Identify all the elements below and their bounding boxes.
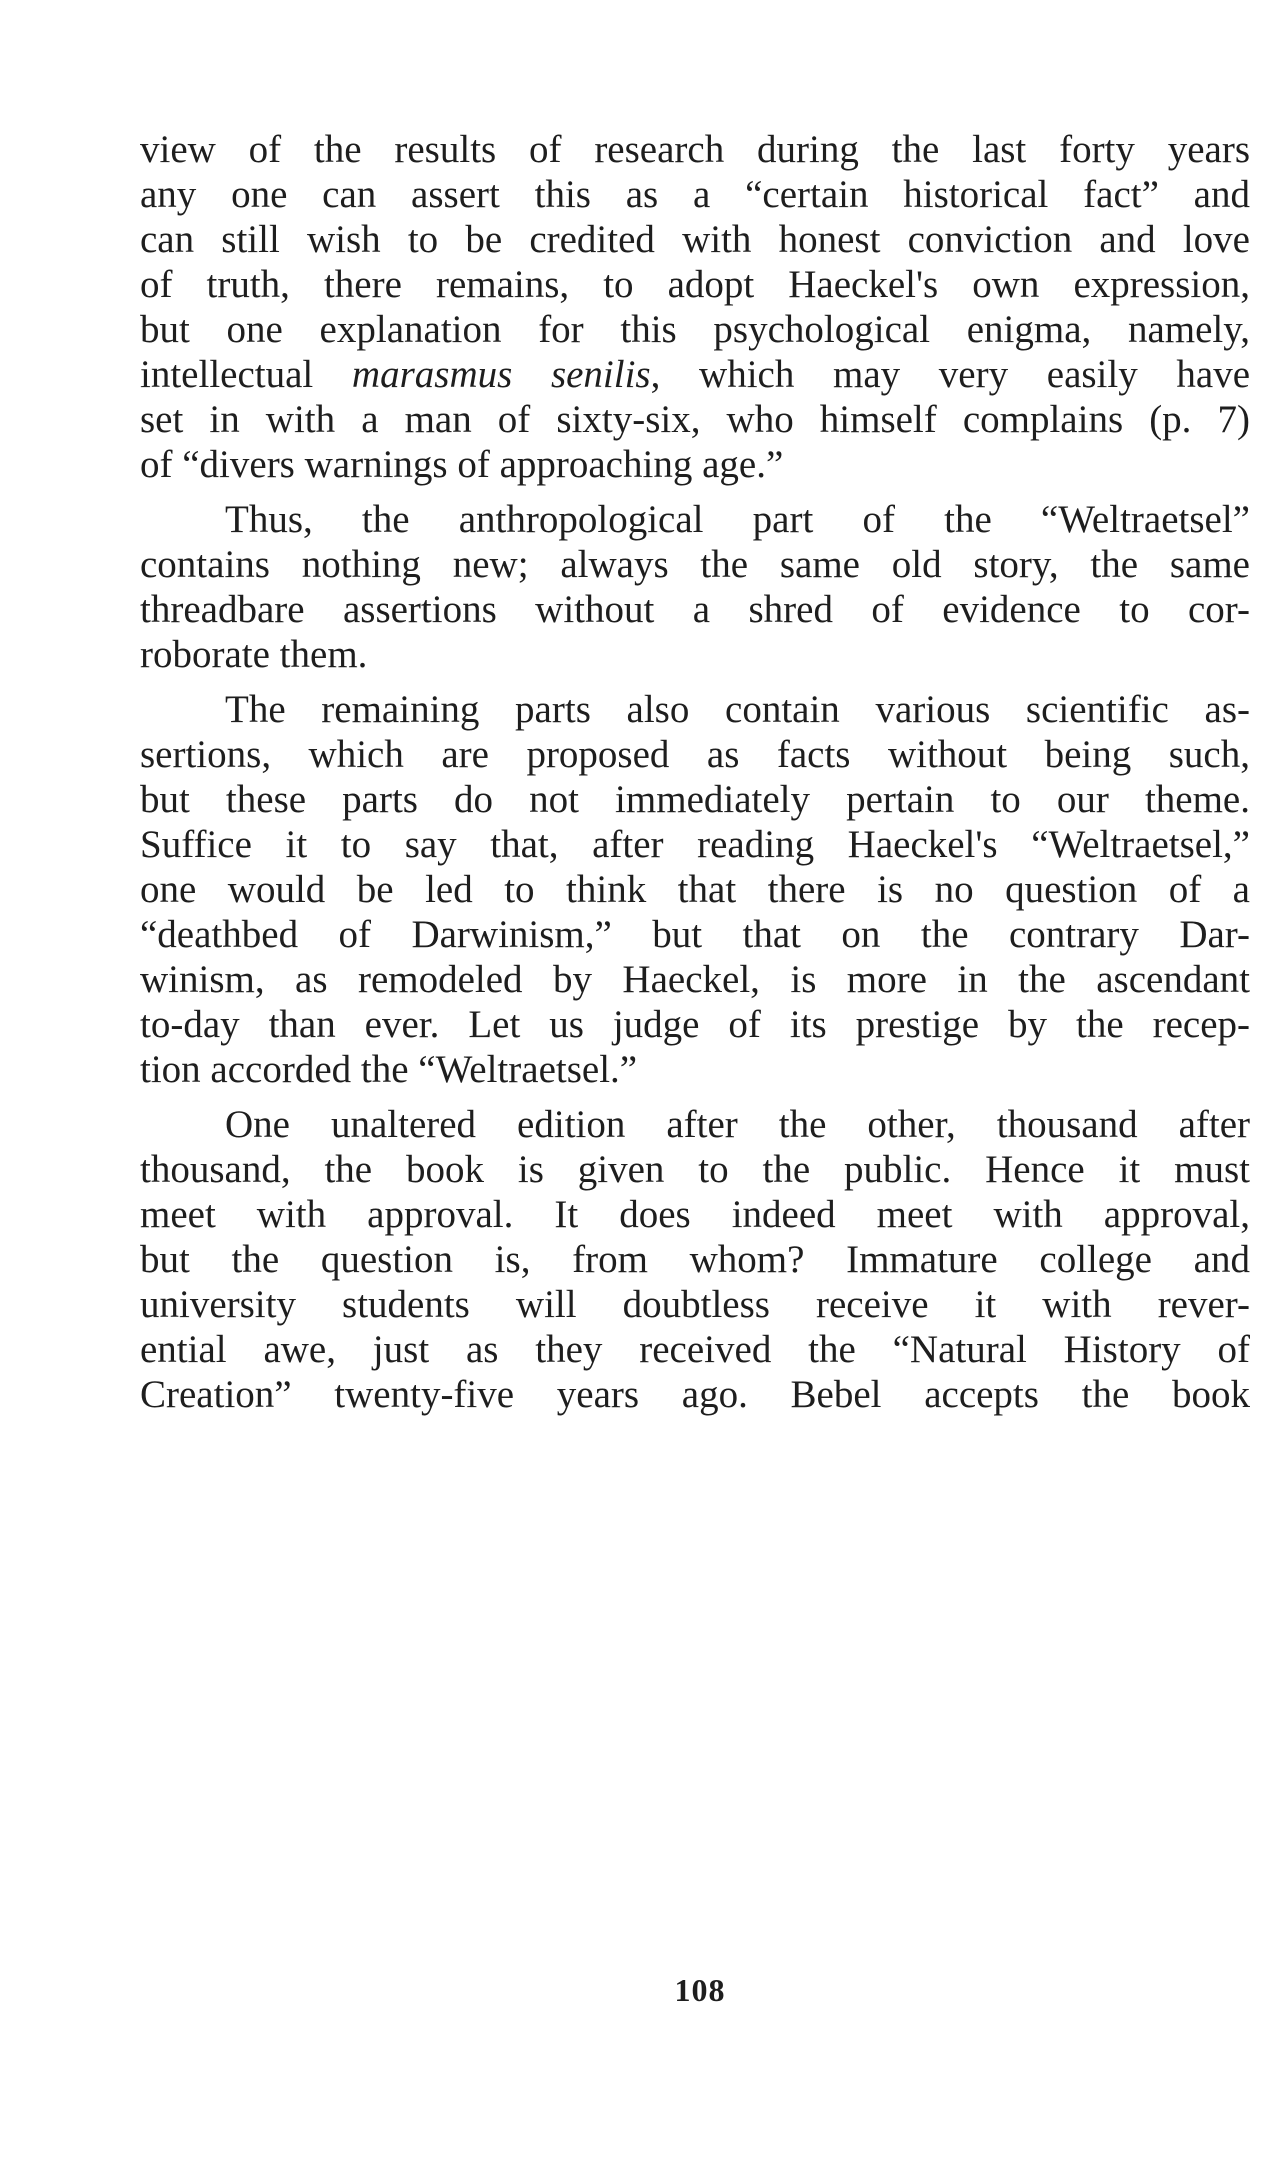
text-line: thousand, the book is given to the public. Hence it must [140,1148,1250,1191]
text-line: The remaining parts also contain various scientific as- [225,688,1250,731]
text-line: Suffice it to say that, after reading Haeckel's “Weltraetsel,” [140,823,1250,866]
text-line: tion accorded the “Weltraetsel.” [140,1048,638,1091]
text-line: view of the results of research during the last forty years [140,128,1250,171]
text-line: to-day than ever. Let us judge of its prestige by the recep- [140,1003,1250,1046]
text-line: One unaltered edition after the other, thousand after [225,1103,1250,1146]
text-line: contains nothing new; always the same old story, the same [140,543,1250,586]
text-line: set in with a man of sixty-six, who himself complains (p. 7) [140,398,1250,441]
text-line: of “divers warnings of approaching age.” [140,443,784,486]
text-line: of truth, there remains, to adopt Haeckel's own expression, [140,263,1250,306]
text-line: one would be led to think that there is no question of a [140,868,1250,911]
text-line: can still wish to be credited with honest conviction and love [140,218,1250,261]
text-line: Creation” twenty-five years ago. Bebel accepts the book [140,1373,1250,1416]
text-line: threadbare assertions without a shred of evidence to cor- [140,588,1250,631]
text-line: “deathbed of Darwinism,” but that on the contrary Dar- [140,913,1250,956]
text-line: Thus, the anthropological part of the “Weltraetsel” [225,498,1250,541]
italic-phrase: marasmus senilis [351,353,651,396]
text-line: but one explanation for this psychological enigma, namely, [140,308,1250,351]
text-line: any one can assert this as a “certain historical fact” and [140,173,1250,216]
text-line: but the question is, from whom? Immature college and [140,1238,1250,1281]
text-line: ential awe, just as they received the “Natural History of [140,1328,1250,1371]
text-line: university students will doubtless receive it with rever- [140,1283,1250,1326]
page-number: 108 [674,1972,726,2008]
text-line: roborate them. [140,633,368,676]
text-line: meet with approval. It does indeed meet with approval, [140,1193,1250,1236]
text-line: intellectual marasmus senilis, which may very easily have [140,353,1250,396]
text-line: sertions, which are proposed as facts without being such, [140,733,1250,776]
text-line: winism, as remodeled by Haeckel, is more in the ascendant [140,958,1250,1001]
text-line: but these parts do not immediately pertain to our theme. [140,778,1250,821]
